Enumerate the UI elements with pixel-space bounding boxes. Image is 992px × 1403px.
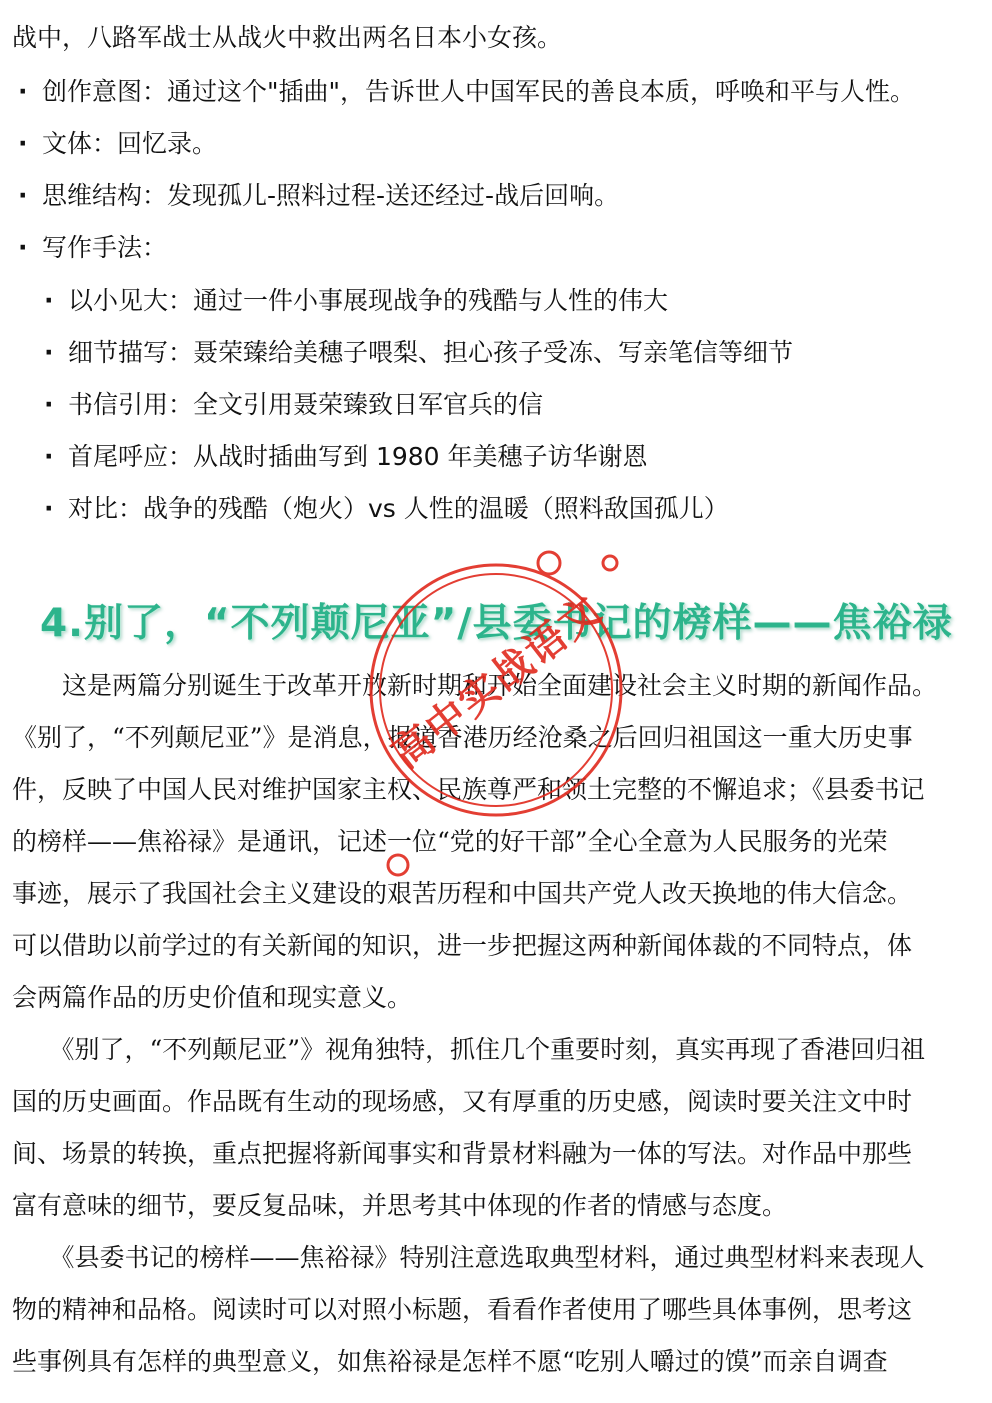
sub-bullet [44, 385, 543, 421]
intro-line: 战中，八路军战士从战火中救出两名日本小女孩。 [12, 23, 563, 52]
stamp-small-circle [603, 556, 617, 570]
paragraph-line: 会两篇作品的历史价值和现实意义。 [12, 983, 413, 1012]
bullet-dot: · [18, 129, 28, 158]
bullet-dot: · [44, 338, 54, 367]
sub-bullet [44, 437, 648, 473]
sub-bullet-text: 首尾呼应：从战时插曲写到 1980 年美穗子访华谢恩 [68, 442, 648, 471]
paragraph-3 [12, 1232, 984, 1388]
bullet-text: 写作手法： [42, 233, 168, 262]
paragraph-line: 物的精神和品格。阅读时可以对照小标题，看看作者使用了哪些具体事例，思考这 [12, 1295, 913, 1324]
stamp-small-circle [538, 552, 560, 574]
paragraph-line: 这是两篇分别诞生于改革开放新时期和开始全面建设社会主义时期的新闻作品。 [12, 671, 938, 700]
paragraph-line: 的榜样——焦裕禄》是通讯，记述一位“党的好干部”全心全意为人民服务的光荣 [12, 827, 888, 856]
bullet-dot: · [18, 233, 28, 262]
paragraph-line: 《别了，“不列颠尼亚”》视角独特，抓住几个重要时刻，真实再现了香港回归祖 [12, 1035, 926, 1064]
paragraph-line: 些事例具有怎样的典型意义，如焦裕禄是怎样不愿“吃别人嚼过的馍”而亲自调查 [12, 1347, 888, 1376]
stamp-text: 高中实战语文 [383, 586, 611, 778]
section-heading: 4.别了，“不列颠尼亚”/县委书记的榜样——焦裕禄 [40, 601, 953, 646]
bullet-dot: · [44, 442, 54, 471]
paragraph-1 [12, 660, 984, 1024]
sub-bullet-text: 对比：战争的残酷（炮火）vs 人性的温暖（照料敌国孤儿） [68, 494, 729, 523]
bullet-dot: · [44, 286, 54, 315]
bullet-text: 思维结构：发现孤儿-照料过程-送还经过-战后回响。 [42, 181, 620, 210]
paragraph-2 [12, 1024, 984, 1232]
paragraph-line: 国的历史画面。作品既有生动的现场感，又有厚重的历史感，阅读时要关注文中时 [12, 1087, 913, 1116]
bullet-dot: · [44, 390, 54, 419]
sub-bullet-text: 以小见大：通过一件小事展现战争的残酷与人性的伟大 [68, 286, 669, 315]
paragraph-line: 间、场景的转换，重点把握将新闻事实和背景材料融为一体的写法。对作品中那些 [12, 1139, 913, 1168]
sub-bullet [44, 489, 729, 525]
paragraph-line: 《别了，“不列颠尼亚”》是消息，报道香港历经沧桑之后回归祖国这一重大历史事 [12, 723, 913, 752]
bullet-creative-intent [18, 72, 915, 108]
sub-bullet [44, 333, 793, 369]
bullet-structure [18, 176, 619, 212]
bullet-techniques [18, 228, 167, 264]
paragraph-line: 富有意味的细节，要反复品味，并思考其中体现的作者的情感与态度。 [12, 1191, 788, 1220]
bullet-genre [18, 124, 217, 160]
bullet-dot: · [18, 181, 28, 210]
paragraph-line: 可以借助以前学过的有关新闻的知识，进一步把握这两种新闻体裁的不同特点，体 [12, 931, 913, 960]
sub-bullet-text: 细节描写：聂荣臻给美穗子喂梨、担心孩子受冻、写亲笔信等细节 [68, 338, 794, 367]
paragraph-line: 《县委书记的榜样——焦裕禄》特别注意选取典型材料，通过典型材料来表现人 [12, 1243, 925, 1272]
paragraph-line: 事迹，展示了我国社会主义建设的艰苦历程和中国共产党人改天换地的伟大信念。 [12, 879, 913, 908]
sub-bullet [44, 281, 668, 317]
bullet-text: 创作意图：通过这个"插曲"，告诉世人中国军民的善良本质，呼唤和平与人性。 [42, 77, 916, 106]
bullet-dot: · [44, 494, 54, 523]
sub-bullet-text: 书信引用：全文引用聂荣臻致日军官兵的信 [68, 390, 544, 419]
paragraph-line: 件，反映了中国人民对维护国家主权、民族尊严和领土完整的不懈追求；《县委书记 [12, 775, 925, 804]
bullet-text: 文体：回忆录。 [42, 129, 218, 158]
bullet-dot: · [18, 77, 28, 106]
